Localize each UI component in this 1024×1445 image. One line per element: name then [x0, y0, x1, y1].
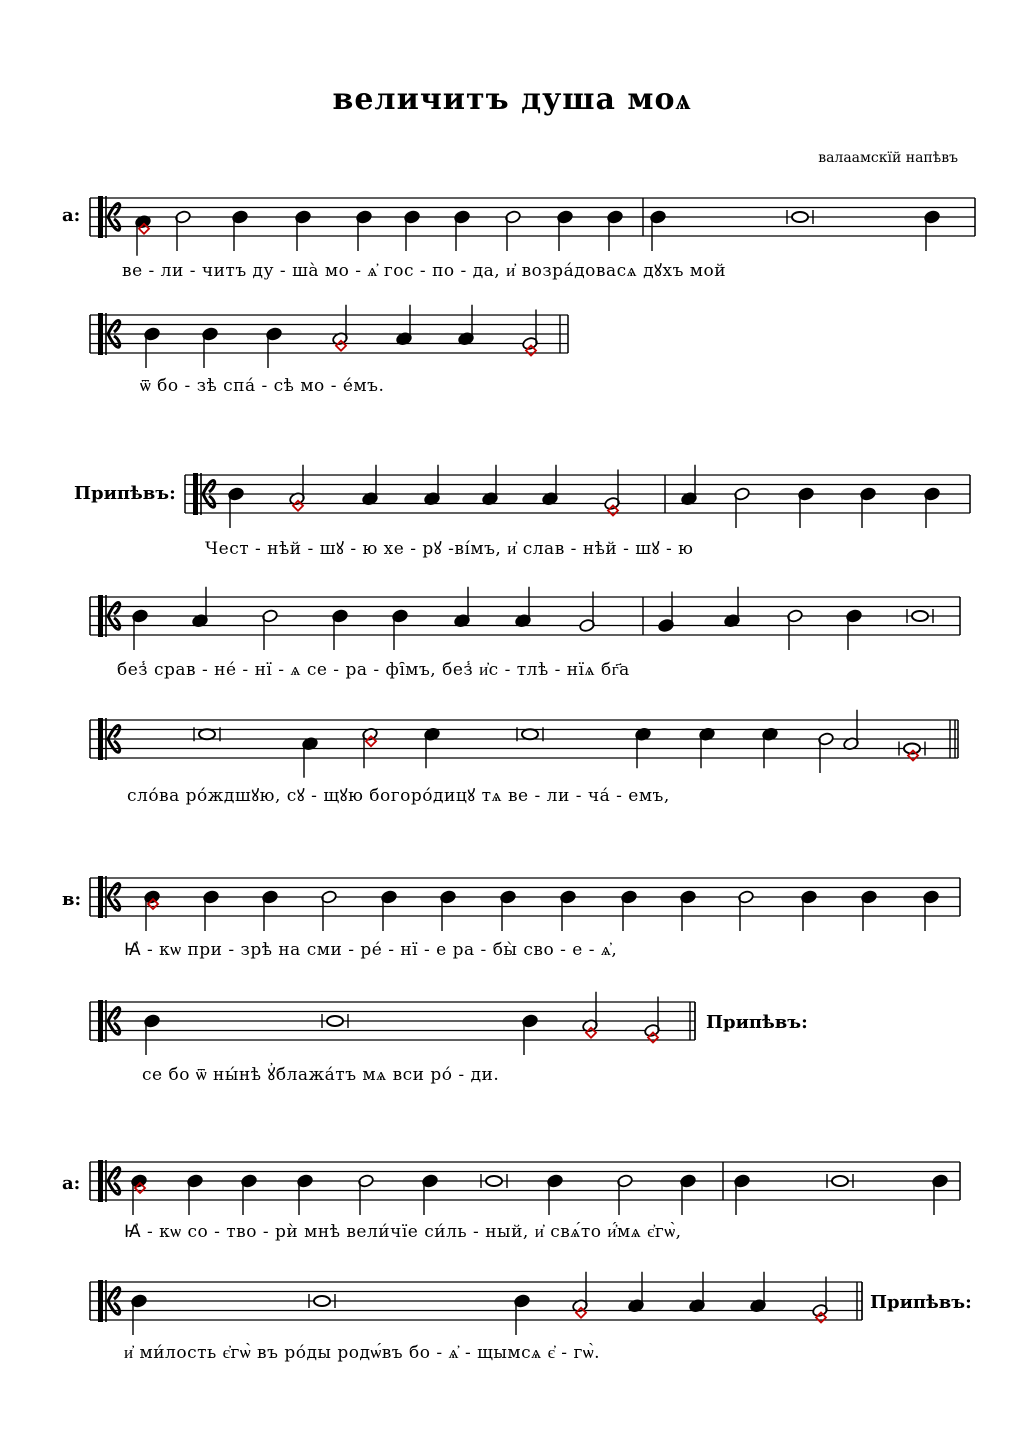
c-clef-icon	[98, 595, 103, 637]
chant-origin: валаамскїй напѣвъ	[818, 150, 958, 166]
lyrics-line: сло́ва ро́ждшꙋю, сꙋ - щꙋю богоро́дицꙋ тѧ ве - ли - ча́ - емъ,	[127, 786, 670, 806]
lyrics-line: ѿ бо - зѣ спа́ - сѣ мо - е́мъ.	[140, 376, 385, 396]
section-label: в:	[62, 889, 82, 910]
lyrics-line: се бо ѿ ны́нѣ ꙋ҆блажа́тъ мѧ вси ро́ - ди.	[142, 1065, 500, 1085]
c-clef-icon	[108, 616, 120, 629]
c-clef-icon	[108, 897, 120, 910]
c-clef-icon	[108, 1007, 120, 1021]
note	[522, 729, 538, 739]
c-clef-icon	[108, 1021, 120, 1034]
c-clef-icon	[98, 1280, 103, 1322]
note	[199, 729, 215, 739]
c-clef-icon	[98, 876, 103, 918]
c-clef-icon	[108, 320, 120, 334]
section-label: а:	[62, 205, 81, 226]
refrain-label: Припѣвъ:	[706, 1012, 808, 1033]
c-clef-icon	[98, 1000, 103, 1042]
c-clef-icon	[108, 203, 120, 217]
note	[792, 212, 808, 222]
c-clef-icon	[108, 725, 120, 739]
c-clef-icon	[108, 1301, 120, 1314]
lyrics-line: ве - ли - читъ ду - ша̀ мо - ѧ҆ гос - по - да, и҆ возра́довасѧ дꙋхъ мой	[122, 261, 727, 281]
lyrics-line: Чест - нѣй - шꙋ - ю хе - рꙋ -ві́мъ, и҆ слав - нѣй - шꙋ - ю	[205, 539, 694, 559]
note	[832, 1176, 848, 1186]
c-clef-icon	[108, 883, 120, 897]
c-clef-icon	[98, 718, 103, 760]
c-clef-icon	[203, 480, 215, 494]
c-clef-icon	[108, 739, 120, 752]
refrain-label: Припѣвъ:	[74, 483, 176, 504]
c-clef-icon	[203, 494, 215, 507]
c-clef-icon	[108, 1287, 120, 1301]
note	[327, 1016, 343, 1026]
lyrics-line: без̾ срав - не́ - нї - ѧ се - ра - фі̑мъ, без̾ и҆с - тлѣ - нїѧ бг҃а	[117, 660, 630, 680]
c-clef-icon	[98, 313, 103, 355]
lyrics-line: Ꙗ҆ - кѡ со - тво - рѝ мнѣ вели́чїе си́ль - ный, и҆ свѧ́то и҆́мѧ є҆гѡ̀,	[124, 1222, 682, 1242]
c-clef-icon	[98, 1160, 103, 1202]
page-title: величитъ душа моѧ	[332, 82, 692, 117]
section-label: а:	[62, 1173, 81, 1194]
note	[486, 1176, 502, 1186]
note	[912, 611, 928, 621]
c-clef-icon	[98, 196, 103, 238]
c-clef-icon	[108, 1167, 120, 1181]
c-clef-icon	[108, 217, 120, 230]
lyrics-line: Ꙗ҆ - кѡ при - зрѣ на сми - ре́ - нї - е ра - бы̀ сво - е - ѧ҆,	[124, 940, 618, 960]
note	[314, 1296, 330, 1306]
c-clef-icon	[193, 473, 198, 515]
c-clef-icon	[108, 602, 120, 616]
c-clef-icon	[108, 334, 120, 347]
lyrics-line: и҆ ми́лость є҆гѡ̀ въ ро́ды родѡ́въ бо - ѧ҆ - щымсѧ є҆ - гѡ̀.	[124, 1343, 601, 1363]
refrain-label: Припѣвъ:	[870, 1292, 972, 1313]
c-clef-icon	[108, 1181, 120, 1194]
